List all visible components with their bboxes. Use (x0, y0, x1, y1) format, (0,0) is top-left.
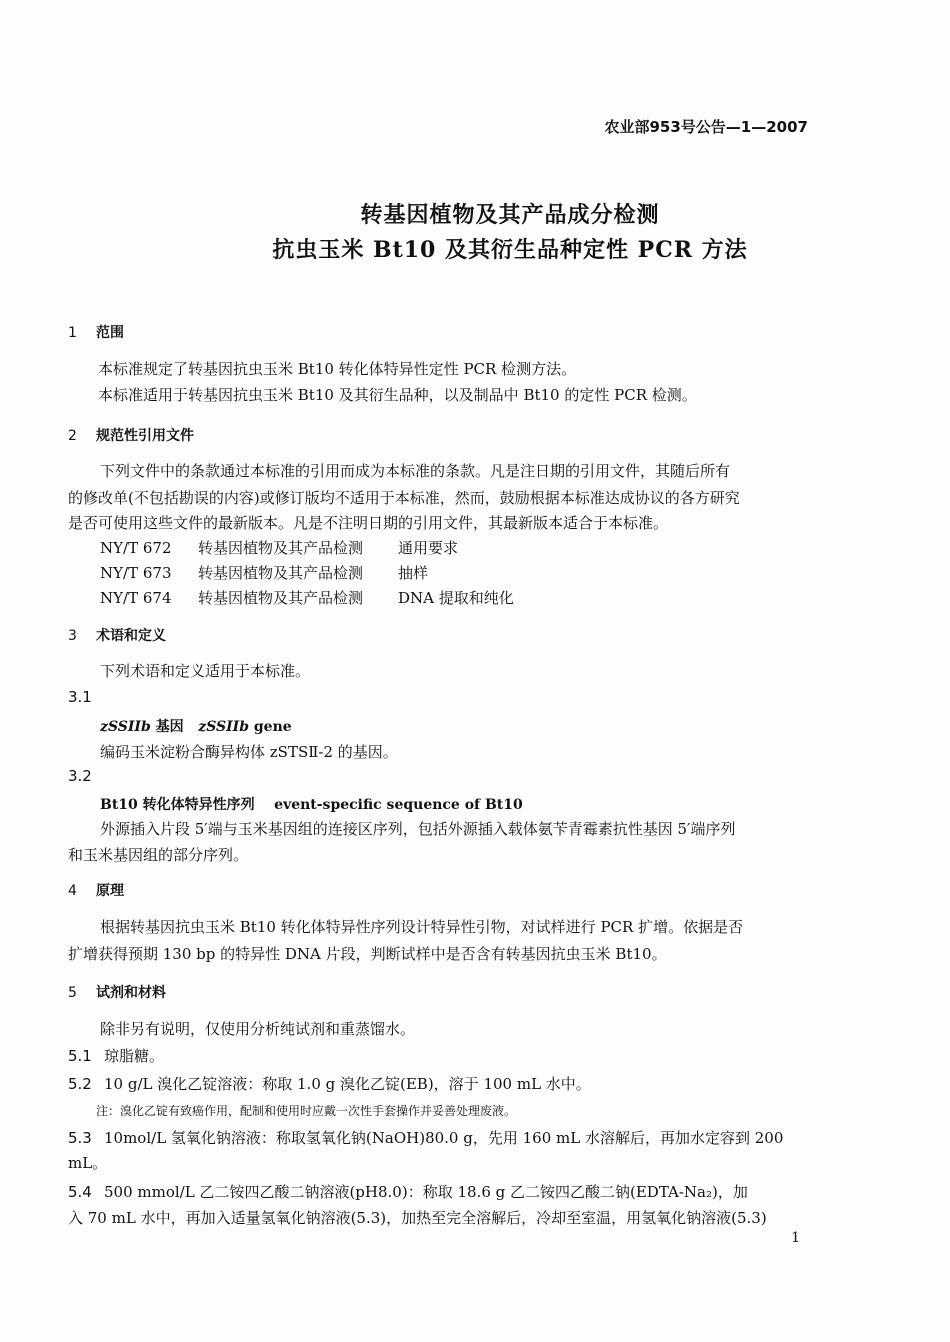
term-en: gene (249, 719, 292, 735)
page-number: 1 (791, 1230, 800, 1246)
clause-text: 10 g/L 溴化乙锭溶液：称取 1.0 g 溴化乙锭(EB)，溶于 100 mL 水中。 (104, 1075, 591, 1093)
definition: 编码玉米淀粉合酶异构体 zSTSⅡ-2 的基因。 (100, 743, 398, 761)
section-title: 原理 (96, 883, 124, 899)
clause-text: 琼脂糖。 (104, 1047, 165, 1065)
clause-5-3 (68, 1127, 783, 1148)
reference-part: DNA 提取和纯化 (398, 589, 514, 607)
reference-part: 抽样 (398, 564, 429, 582)
title-line-2: 抗虫玉米 Bt10 及其衍生品种定性 PCR 方法 (272, 237, 748, 263)
term-italic: zSSIIb (198, 719, 249, 735)
reference-code: NY/T 673 (100, 564, 172, 582)
term-en: event-specific sequence of Bt10 (274, 797, 523, 813)
section-1-heading (68, 322, 124, 342)
clause-5-2 (68, 1073, 591, 1094)
paragraph: 本标准规定了转基因抗虫玉米 Bt10 转化体特异性定性 PCR 检测方法。 (98, 360, 577, 378)
section-title: 术语和定义 (96, 628, 166, 644)
section-3-heading (68, 625, 166, 645)
section-number: 5 (68, 985, 77, 1001)
clause-5-4 (68, 1181, 748, 1202)
section-title: 规范性引用文件 (96, 428, 194, 444)
reference-item (100, 587, 514, 608)
section-5-heading (68, 982, 166, 1002)
definition-line: 和玉米基因组的部分序列。 (68, 846, 249, 864)
section-number: 2 (68, 428, 77, 444)
section-number: 3 (68, 628, 77, 644)
term-cn: 基因 (150, 719, 184, 735)
paragraph-line: 根据转基因抗虫玉米 Bt10 转化体特异性序列设计特异性引物，对试样进行 PCR 扩增。依据是否 (100, 918, 744, 936)
reference-name: 转基因植物及其产品检测 (198, 564, 364, 582)
paragraph-line: 是否可使用这些文件的最新版本。凡是不注明日期的引用文件，其最新版本适合于本标准。 (68, 514, 669, 532)
paragraph: 下列术语和定义适用于本标准。 (100, 662, 311, 680)
clause-number: 5.3 (68, 1129, 92, 1147)
reference-name: 转基因植物及其产品检测 (198, 589, 364, 607)
reference-item (100, 562, 428, 583)
reference-code: NY/T 674 (100, 589, 172, 607)
clause-number: 3.1 (68, 688, 92, 706)
title-line-1: 转基因植物及其产品成分检测 (360, 202, 660, 228)
clause-5-1 (68, 1045, 164, 1066)
clause-text: 10mol/L 氢氧化钠溶液：称取氢氧化钠(NaOH)80.0 g，先用 160 mL 水溶解后，再加水定容到 200 (104, 1129, 784, 1147)
clause-number: 3.2 (68, 767, 92, 785)
section-number: 4 (68, 883, 77, 899)
paragraph: 本标准适用于转基因抗虫玉米 Bt10 及其衍生品种，以及制品中 Bt10 的定性 PCR 检测。 (98, 386, 697, 404)
reference-item (100, 537, 458, 558)
clause-number: 5.2 (68, 1075, 92, 1093)
clause-text: 500 mmol/L 乙二铵四乙酸二钠溶液(pH8.0)：称取 18.6 g 乙二铵四乙酸二钠(EDTA-Na₂)，加 (104, 1183, 748, 1201)
paragraph-line: 下列文件中的条款通过本标准的引用而成为本标准的条款。凡是注日期的引用文件，其随后所有 (100, 462, 731, 480)
section-title: 范围 (96, 325, 124, 341)
definition-line: 外源插入片段 5′端与玉米基因组的连接区序列，包括外源插入载体氨苄青霉素抗性基因 5′端序列 (100, 820, 736, 838)
note: 注：溴化乙锭有致癌作用，配制和使用时应戴一次性手套操作并妥善处理废液。 (96, 1104, 517, 1118)
term-3-1 (100, 716, 292, 736)
clause-number: 5.4 (68, 1183, 92, 1201)
document-number: 农业部953号公告—1—2007 (604, 118, 808, 136)
reference-part: 通用要求 (398, 539, 459, 557)
section-number: 1 (68, 325, 77, 341)
section-title: 试剂和材料 (96, 985, 166, 1001)
section-2-heading (68, 425, 194, 445)
paragraph-line: 的修改单(不包括勘误的内容)或修订版均不适用于本标准，然而，鼓励根据本标准达成协议的各方研究 (68, 489, 740, 507)
clause-text-line: mL。 (68, 1154, 108, 1172)
term-cn: Bt10 转化体特异性序列 (100, 797, 255, 813)
section-4-heading (68, 880, 124, 900)
clause-text-line: 入 70 mL 水中，再加入适量氢氧化钠溶液(5.3)，加热至完全溶解后，冷却至室温，用氢氧化钠溶液(5.3) (68, 1209, 767, 1227)
term-3-2 (100, 794, 523, 814)
term-italic: zSSIIb (100, 719, 151, 735)
paragraph: 除非另有说明，仅使用分析纯试剂和重蒸馏水。 (100, 1020, 416, 1038)
paragraph-line: 扩增获得预期 130 bp 的特异性 DNA 片段，判断试样中是否含有转基因抗虫玉米 Bt10。 (68, 945, 667, 963)
clause-number: 5.1 (68, 1047, 92, 1065)
reference-name: 转基因植物及其产品检测 (198, 539, 364, 557)
reference-code: NY/T 672 (100, 539, 172, 557)
